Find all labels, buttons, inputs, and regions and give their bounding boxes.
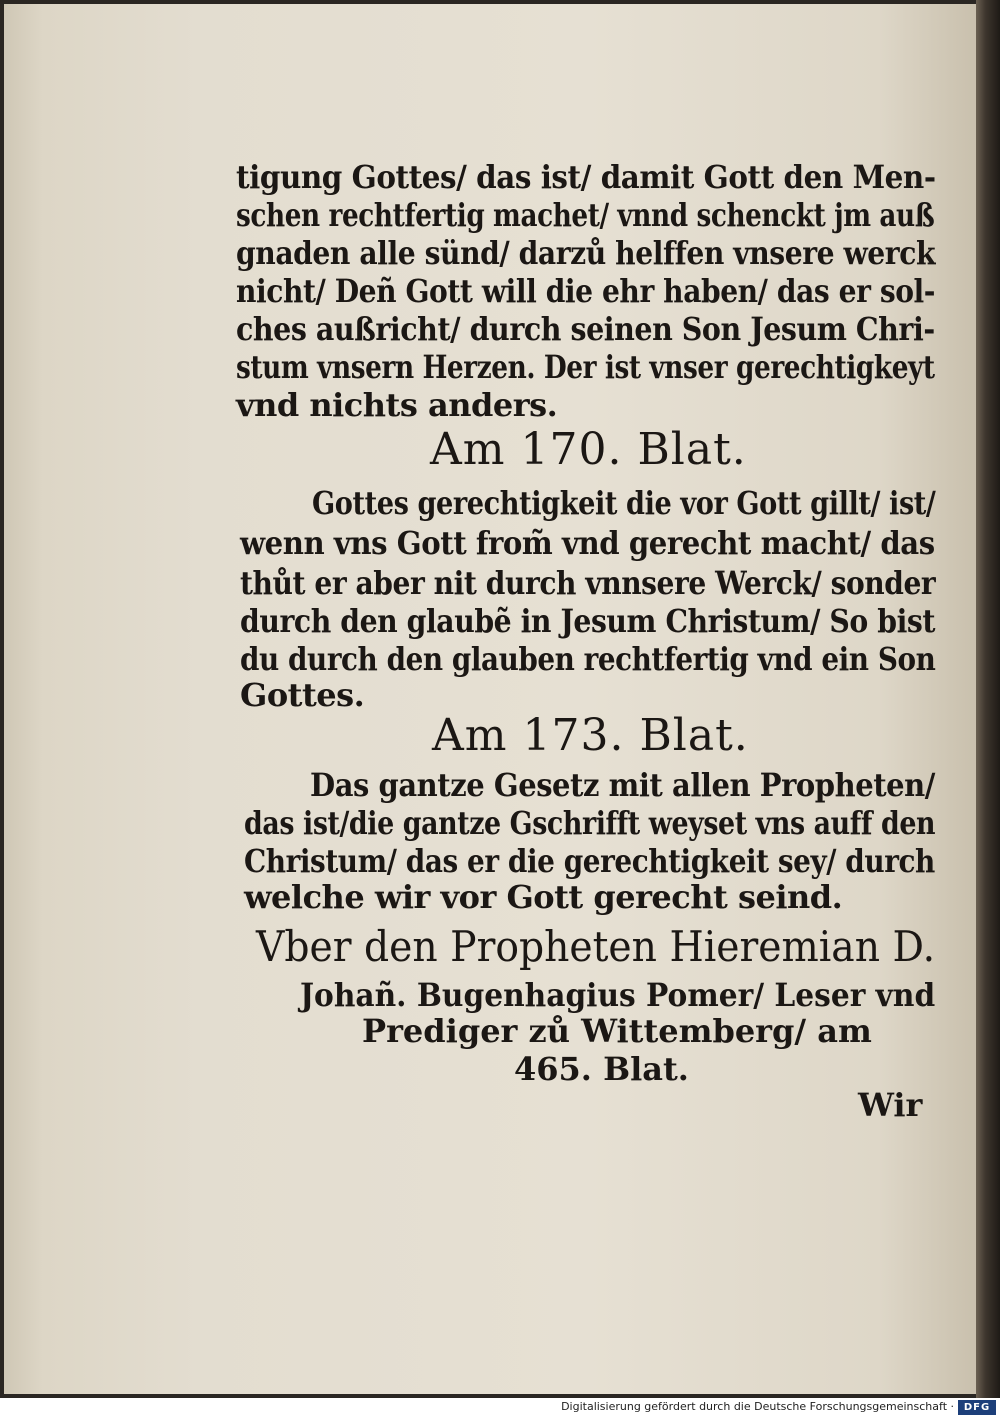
dfg-logo-icon: DFG — [958, 1400, 996, 1415]
catchword: Wir — [858, 1086, 923, 1124]
text-line: durch den glaubẽ in Jesum Christum/ So bist — [240, 602, 936, 640]
text-line: Christum/ das er die gerechtigkeit sey/ durch — [244, 842, 935, 880]
text-line: Gottes. — [240, 676, 365, 714]
section-heading: Am 170. Blat. — [430, 424, 747, 475]
text-line: tigung Gottes/ das ist/ damit Gott den Men‑ — [236, 158, 936, 196]
section-heading: Am 173. Blat. — [432, 710, 749, 761]
text-line: ches außricht/ durch seinen Son Jesum Chri‑ — [236, 310, 935, 348]
subheading-line: Johañ. Bugenhagius Pomer/ Leser vnd — [300, 976, 936, 1014]
footer-credit: Digitalisierung gefördert durch die Deutsche Forschungsgemeinschaft · — [561, 1400, 954, 1413]
text-line: schen rechtfertig machet/ vnnd schenckt jm auß — [236, 196, 935, 234]
subheading-line: Prediger zů Wittemberg/ am — [362, 1012, 872, 1050]
text-line: nicht/ Deñ Gott will die ehr haben/ das er sol‑ — [236, 272, 936, 310]
text-line: gnaden alle sünd/ darzů helffen vnsere werck — [236, 234, 936, 272]
section-heading: Vber den Propheten Hieremian D. — [256, 922, 936, 971]
text-line: welche wir vor Gott gerecht seind. — [244, 878, 843, 916]
text-line: das ist/die gantze Gschrifft weyset vns auff den — [244, 804, 936, 842]
text-line: Das gantze Gesetz mit allen Propheten/ — [310, 766, 935, 804]
text-line: vnd nichts anders. — [236, 386, 558, 424]
subheading-line: 465. Blat. — [514, 1050, 689, 1088]
text-line: du durch den glauben rechtfertig vnd ein Son — [240, 640, 936, 678]
text-line: stum vnsern Herzen. Der ist vnser gerechtigkeyt — [236, 348, 935, 386]
page-edge — [976, 0, 1000, 1398]
footer-bar — [0, 1398, 1000, 1419]
text-line: thůt er aber nit durch vnnsere Werck/ sonder — [240, 564, 936, 602]
text-line: wenn vns Gott from̃ vnd gerecht macht/ das — [240, 524, 935, 562]
text-line: Gottes gerechtigkeit die vor Gott gillt/ ist/ — [312, 484, 936, 522]
